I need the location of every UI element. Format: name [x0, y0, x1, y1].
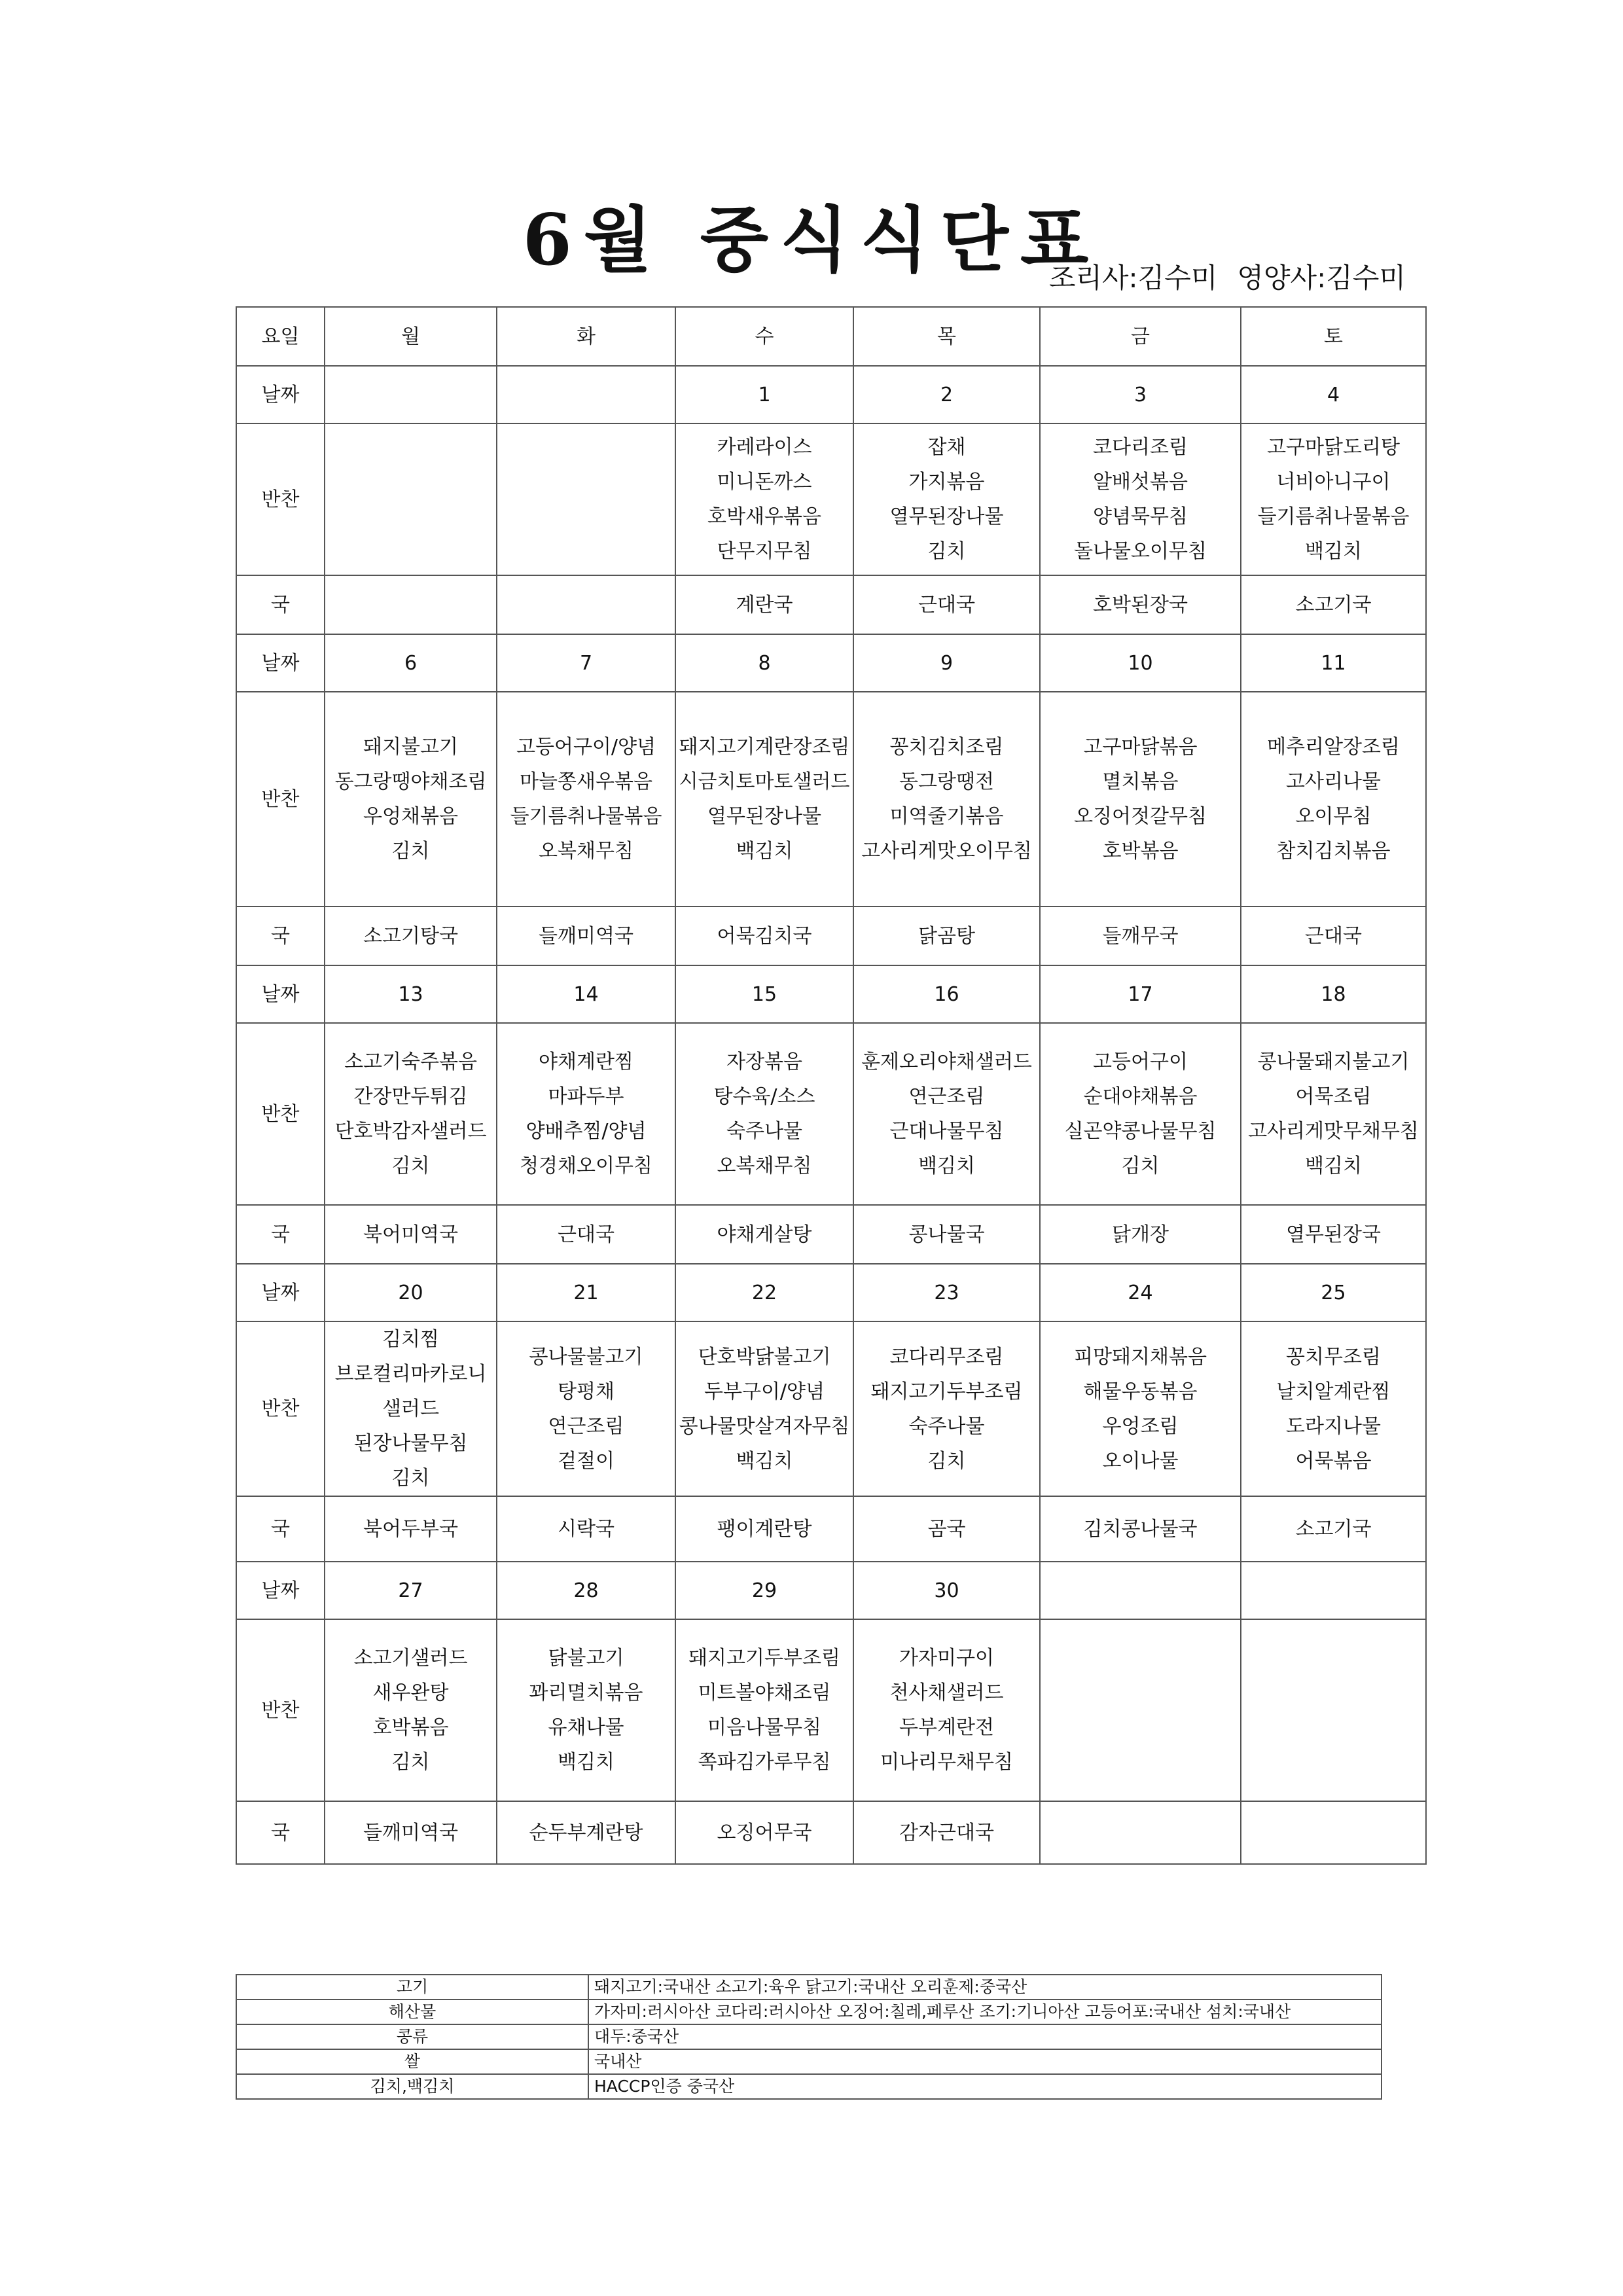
origin-item: 쌀 — [236, 2049, 588, 2074]
origin-item: 고기 — [236, 1975, 588, 2000]
side-dish-item: 연근조림 — [908, 1085, 985, 1108]
date-cell: 4 — [1241, 366, 1426, 423]
soup-cell: 소고기국 — [1241, 575, 1426, 634]
nutritionist-name: 영양사:김수미 — [1237, 262, 1406, 294]
side-dish-item: 청경채오이무침 — [520, 1155, 652, 1177]
soup-cell: 야채게살탕 — [675, 1205, 853, 1264]
row-label-soup: 국 — [236, 1496, 325, 1562]
side-dish-item: 간장만두튀김 — [353, 1085, 468, 1108]
side-dish-item: 백김치 — [1305, 1155, 1362, 1177]
date-row — [236, 366, 1426, 423]
weekday-header: 월 — [325, 307, 497, 366]
date-cell: 8 — [675, 634, 853, 692]
soup-cell — [497, 575, 675, 634]
side-dish-item: 김치 — [1121, 1155, 1160, 1177]
soup-cell: 북어두부국 — [325, 1496, 497, 1562]
side-dish-item: 단호박닭불고기 — [698, 1345, 831, 1369]
side-dish-item: 도라지나물 — [1286, 1414, 1381, 1438]
side-dish-item: 두부구이/양념 — [704, 1380, 825, 1403]
side-dish-item: 호박볶음 — [372, 1716, 449, 1739]
side-dish-cell — [853, 1321, 1040, 1496]
origin-table — [236, 1974, 1382, 2100]
side-dish-item: 콩나물맛살겨자무침 — [679, 1414, 850, 1438]
side-dish-cell — [675, 1023, 853, 1205]
soup-cell: 감자근대국 — [853, 1801, 1040, 1864]
date-cell: 1 — [675, 366, 853, 423]
side-dish-item: 미니돈까스 — [717, 471, 812, 493]
menu-table — [236, 306, 1427, 1865]
side-dish-cell — [497, 692, 675, 906]
soup-cell: 호박된장국 — [1040, 575, 1241, 634]
date-cell: 6 — [325, 634, 497, 692]
side-dish-item: 실곤약콩나물무침 — [1064, 1120, 1217, 1143]
date-cell: 9 — [853, 634, 1040, 692]
weekday-header: 토 — [1241, 307, 1426, 366]
date-cell — [1040, 1562, 1241, 1619]
cook-name: 조리사:김수미 — [1048, 262, 1218, 294]
side-dish-item: 돼지불고기 — [363, 736, 458, 759]
side-dish-cell — [1040, 1619, 1241, 1801]
side-dish-item: 백김치 — [558, 1751, 615, 1774]
date-row — [236, 1264, 1426, 1321]
side-dish-item: 꽁치무조림 — [1286, 1345, 1381, 1369]
row-label-date: 날짜 — [236, 634, 325, 692]
side-dish-item: 우엉조림 — [1102, 1414, 1179, 1438]
side-dish-item: 오이무침 — [1295, 805, 1372, 828]
side-dish-cell — [497, 1321, 675, 1496]
soup-cell: 근대국 — [1241, 906, 1426, 965]
date-cell: 15 — [675, 965, 853, 1023]
side-dish-item: 겉절이 — [558, 1449, 615, 1473]
soup-cell: 순두부계란탕 — [497, 1801, 675, 1864]
soup-row — [236, 1496, 1426, 1562]
side-dish-cell — [1241, 692, 1426, 906]
side-dish-item: 호박볶음 — [1102, 840, 1179, 863]
side-dish-item: 콩나물불고기 — [529, 1345, 643, 1369]
side-dish-item: 꽈리멸치볶음 — [529, 1681, 643, 1704]
date-cell: 18 — [1241, 965, 1426, 1023]
side-dish-item: 가지볶음 — [908, 471, 985, 493]
side-dish-cell — [497, 1619, 675, 1801]
row-label-date: 날짜 — [236, 366, 325, 423]
side-dish-item: 백김치 — [736, 1449, 793, 1473]
origin-item: 콩류 — [236, 2024, 588, 2049]
row-label-soup: 국 — [236, 906, 325, 965]
date-cell: 2 — [853, 366, 1040, 423]
date-cell: 21 — [497, 1264, 675, 1321]
date-cell: 30 — [853, 1562, 1040, 1619]
side-dish-item: 날치알계란찜 — [1276, 1380, 1391, 1403]
soup-cell: 콩나물국 — [853, 1205, 1040, 1264]
origin-row — [236, 1975, 1382, 2000]
side-dish-item: 백김치 — [918, 1155, 975, 1177]
origin-source: 국내산 — [588, 2049, 1382, 2074]
date-cell: 24 — [1040, 1264, 1241, 1321]
row-label-side: 반찬 — [236, 423, 325, 575]
soup-cell: 어묵김치국 — [675, 906, 853, 965]
side-dish-cell — [325, 1321, 497, 1496]
side-dish-cell — [325, 692, 497, 906]
date-cell: 22 — [675, 1264, 853, 1321]
soup-cell: 근대국 — [853, 575, 1040, 634]
soup-cell: 시락국 — [497, 1496, 675, 1562]
date-row — [236, 965, 1426, 1023]
origin-row — [236, 2000, 1382, 2024]
side-dish-item: 소고기숙주볶음 — [344, 1050, 477, 1073]
row-label-date: 날짜 — [236, 965, 325, 1023]
side-dish-item: 백김치 — [1305, 540, 1362, 563]
side-dish-row — [236, 1321, 1426, 1496]
row-label-date: 날짜 — [236, 1562, 325, 1619]
date-cell: 20 — [325, 1264, 497, 1321]
side-dish-item: 쪽파김가루무침 — [698, 1751, 831, 1774]
side-dish-cell — [1241, 1023, 1426, 1205]
side-dish-item: 돼지고기두부조림 — [870, 1380, 1023, 1403]
side-dish-item: 알배섯볶음 — [1093, 471, 1188, 493]
side-dish-item: 고등어구이 — [1093, 1050, 1188, 1073]
origin-source: 가자미:러시아산 코다리:러시아산 오징어:칠레,페루산 조기:기니아산 고등어포:국내산 섬치:국내산 — [588, 2000, 1382, 2024]
soup-cell: 들깨무국 — [1040, 906, 1241, 965]
side-dish-item: 열무된장나물 — [889, 505, 1004, 528]
date-cell: 13 — [325, 965, 497, 1023]
side-dish-item: 들기름취나물볶음 — [1257, 505, 1410, 528]
side-dish-item: 잡채 — [927, 436, 966, 459]
side-dish-cell — [1241, 1619, 1426, 1801]
side-dish-item: 백김치 — [736, 840, 793, 863]
date-row — [236, 1562, 1426, 1619]
side-dish-cell — [1241, 1321, 1426, 1496]
date-cell: 16 — [853, 965, 1040, 1023]
soup-cell — [325, 575, 497, 634]
soup-cell: 곰국 — [853, 1496, 1040, 1562]
soup-cell: 열무된장국 — [1241, 1205, 1426, 1264]
side-dish-cell — [853, 1619, 1040, 1801]
staff-line — [1029, 257, 1406, 296]
side-dish-item: 미나리무채무침 — [880, 1751, 1013, 1774]
side-dish-cell — [675, 1321, 853, 1496]
side-dish-item: 고사리게맛오이무침 — [861, 840, 1032, 863]
side-dish-item: 순대야채볶음 — [1083, 1085, 1198, 1108]
row-label-date: 날짜 — [236, 1264, 325, 1321]
side-dish-item: 김치 — [927, 1449, 966, 1473]
side-dish-item: 자장볶음 — [726, 1050, 802, 1073]
side-dish-item: 탕수육/소스 — [713, 1085, 815, 1108]
side-dish-item: 야채계란찜 — [539, 1050, 633, 1073]
soup-cell: 오징어무국 — [675, 1801, 853, 1864]
side-dish-item: 해물우동볶음 — [1083, 1380, 1198, 1403]
side-dish-row — [236, 1619, 1426, 1801]
date-cell — [497, 366, 675, 423]
side-dish-item: 김치찜 — [382, 1328, 439, 1351]
date-cell — [325, 366, 497, 423]
soup-cell: 계란국 — [675, 575, 853, 634]
soup-cell: 들깨미역국 — [325, 1801, 497, 1864]
side-dish-item: 오복채무침 — [717, 1155, 812, 1177]
side-dish-row — [236, 1023, 1426, 1205]
side-dish-item: 어묵조림 — [1295, 1085, 1372, 1108]
side-dish-item: 미트볼야채조림 — [698, 1681, 831, 1704]
soup-cell: 소고기국 — [1241, 1496, 1426, 1562]
soup-cell: 근대국 — [497, 1205, 675, 1264]
side-dish-item: 열무된장나물 — [707, 805, 821, 828]
row-label-side: 반찬 — [236, 1321, 325, 1496]
soup-row — [236, 906, 1426, 965]
side-dish-item: 가자미구이 — [899, 1647, 994, 1670]
side-dish-row — [236, 423, 1426, 575]
soup-cell: 닭곰탕 — [853, 906, 1040, 965]
date-cell: 28 — [497, 1562, 675, 1619]
soup-cell: 김치콩나물국 — [1040, 1496, 1241, 1562]
side-dish-item: 멸치볶음 — [1102, 770, 1179, 793]
soup-row — [236, 1205, 1426, 1264]
side-dish-item: 고등어구이/양념 — [516, 736, 656, 759]
side-dish-item: 동그랑땡전 — [899, 770, 994, 793]
side-dish-item: 콩나물돼지불고기 — [1257, 1050, 1410, 1073]
side-dish-item: 김치 — [391, 840, 430, 863]
side-dish-cell — [497, 423, 675, 575]
side-dish-item: 미음나물무침 — [707, 1716, 821, 1739]
side-dish-item: 고사리나물 — [1286, 770, 1381, 793]
date-cell: 25 — [1241, 1264, 1426, 1321]
row-label-soup: 국 — [236, 1205, 325, 1264]
side-dish-item: 김치 — [391, 1467, 430, 1490]
side-dish-cell — [853, 692, 1040, 906]
side-dish-item: 김치 — [391, 1751, 430, 1774]
side-dish-item: 김치 — [927, 540, 966, 563]
date-cell: 29 — [675, 1562, 853, 1619]
side-dish-cell — [853, 423, 1040, 575]
side-dish-item: 숙주나물 — [908, 1414, 985, 1438]
weekday-header-row — [236, 307, 1426, 366]
side-dish-item: 단호박감자샐러드 — [334, 1120, 487, 1143]
side-dish-item: 코다리조림 — [1093, 436, 1188, 459]
origin-row — [236, 2049, 1382, 2074]
origin-source: 대두:중국산 — [588, 2024, 1382, 2049]
side-dish-cell — [497, 1023, 675, 1205]
side-dish-item: 오이나물 — [1102, 1449, 1179, 1473]
origin-row — [236, 2024, 1382, 2049]
side-dish-item: 고사리게맛무채무침 — [1248, 1120, 1419, 1143]
row-label-soup: 국 — [236, 575, 325, 634]
side-dish-cell — [1040, 423, 1241, 575]
date-cell — [1241, 1562, 1426, 1619]
side-dish-item: 너비아니구이 — [1276, 471, 1391, 493]
side-dish-item: 연근조림 — [548, 1414, 624, 1438]
side-dish-item: 메추리알장조림 — [1267, 736, 1400, 759]
soup-cell: 닭개장 — [1040, 1205, 1241, 1264]
date-cell: 27 — [325, 1562, 497, 1619]
date-cell: 23 — [853, 1264, 1040, 1321]
side-dish-cell — [675, 423, 853, 575]
side-dish-item: 닭불고기 — [548, 1647, 624, 1670]
weekday-header: 화 — [497, 307, 675, 366]
side-dish-cell — [1241, 423, 1426, 575]
side-dish-item: 돼지고기두부조림 — [688, 1647, 840, 1670]
weekday-header: 목 — [853, 307, 1040, 366]
date-cell: 10 — [1040, 634, 1241, 692]
soup-cell: 들깨미역국 — [497, 906, 675, 965]
side-dish-item: 미역줄기볶음 — [889, 805, 1004, 828]
origin-item: 김치,백김치 — [236, 2074, 588, 2099]
row-label-side: 반찬 — [236, 1023, 325, 1205]
row-label-soup: 국 — [236, 1801, 325, 1864]
side-dish-item: 오징어젓갈무침 — [1074, 805, 1207, 828]
side-dish-item: 마늘쫑새우볶음 — [520, 770, 652, 793]
date-cell: 3 — [1040, 366, 1241, 423]
date-cell: 11 — [1241, 634, 1426, 692]
side-dish-item: 피망돼지채볶음 — [1074, 1345, 1207, 1369]
side-dish-item: 양념묵무침 — [1093, 505, 1188, 528]
side-dish-item: 코다리무조림 — [889, 1345, 1004, 1369]
soup-row — [236, 575, 1426, 634]
side-dish-item: 브로컬리마카로니샐러드 — [334, 1363, 487, 1420]
side-dish-item: 단무지무침 — [717, 540, 812, 563]
side-dish-item: 들기름취나물볶음 — [510, 805, 662, 828]
side-dish-item: 근대나물무침 — [889, 1120, 1004, 1143]
soup-cell — [1241, 1801, 1426, 1864]
side-dish-item: 된장나물무침 — [353, 1432, 468, 1455]
weekday-header: 금 — [1040, 307, 1241, 366]
side-dish-item: 참치김치볶음 — [1276, 840, 1391, 863]
side-dish-cell — [1040, 1321, 1241, 1496]
side-dish-cell — [325, 423, 497, 575]
date-row — [236, 634, 1426, 692]
side-dish-item: 마파두부 — [548, 1085, 624, 1108]
page-title: 6월 중식식단표 — [522, 199, 1101, 281]
soup-cell: 북어미역국 — [325, 1205, 497, 1264]
origin-row — [236, 2074, 1382, 2099]
side-dish-cell — [675, 1619, 853, 1801]
soup-cell: 소고기탕국 — [325, 906, 497, 965]
row-label-day: 요일 — [236, 307, 325, 366]
side-dish-item: 어묵볶음 — [1295, 1449, 1372, 1473]
side-dish-item: 김치 — [391, 1155, 430, 1177]
side-dish-item: 동그랑땡야채조림 — [334, 770, 487, 793]
side-dish-item: 양배추찜/양념 — [526, 1120, 647, 1143]
side-dish-item: 고구마닭볶음 — [1083, 736, 1198, 759]
side-dish-item: 탕평채 — [558, 1380, 615, 1403]
date-cell: 7 — [497, 634, 675, 692]
side-dish-cell — [1040, 692, 1241, 906]
side-dish-item: 숙주나물 — [726, 1120, 802, 1143]
side-dish-row — [236, 692, 1426, 906]
side-dish-item: 돌나물오이무침 — [1074, 540, 1207, 563]
side-dish-item: 카레라이스 — [717, 436, 812, 459]
side-dish-item: 돼지고기계란장조림 — [679, 736, 850, 759]
row-label-side: 반찬 — [236, 692, 325, 906]
side-dish-item: 호박새우볶음 — [707, 505, 821, 528]
weekday-header: 수 — [675, 307, 853, 366]
side-dish-item: 유채나물 — [548, 1716, 624, 1739]
side-dish-item: 오복채무침 — [539, 840, 633, 863]
origin-source: 돼지고기:국내산 소고기:육우 닭고기:국내산 오리훈제:중국산 — [588, 1975, 1382, 2000]
side-dish-item: 시금치토마토샐러드 — [679, 770, 850, 793]
side-dish-item: 꽁치김치조림 — [889, 736, 1004, 759]
side-dish-cell — [325, 1619, 497, 1801]
side-dish-item: 천사채샐러드 — [889, 1681, 1004, 1704]
soup-cell: 팽이계란탕 — [675, 1496, 853, 1562]
side-dish-item: 소고기샐러드 — [353, 1647, 468, 1670]
date-cell: 14 — [497, 965, 675, 1023]
side-dish-item: 고구마닭도리탕 — [1267, 436, 1400, 459]
side-dish-item: 우엉채볶음 — [363, 805, 458, 828]
side-dish-item: 두부계란전 — [899, 1716, 994, 1739]
soup-row — [236, 1801, 1426, 1864]
origin-source: HACCP인증 중국산 — [588, 2074, 1382, 2099]
date-cell: 17 — [1040, 965, 1241, 1023]
side-dish-cell — [675, 692, 853, 906]
side-dish-cell — [1040, 1023, 1241, 1205]
soup-cell — [1040, 1801, 1241, 1864]
row-label-side: 반찬 — [236, 1619, 325, 1801]
origin-item: 해산물 — [236, 2000, 588, 2024]
side-dish-cell — [853, 1023, 1040, 1205]
side-dish-item: 훈제오리야채샐러드 — [861, 1050, 1032, 1073]
side-dish-cell — [325, 1023, 497, 1205]
side-dish-item: 새우완탕 — [372, 1681, 449, 1704]
